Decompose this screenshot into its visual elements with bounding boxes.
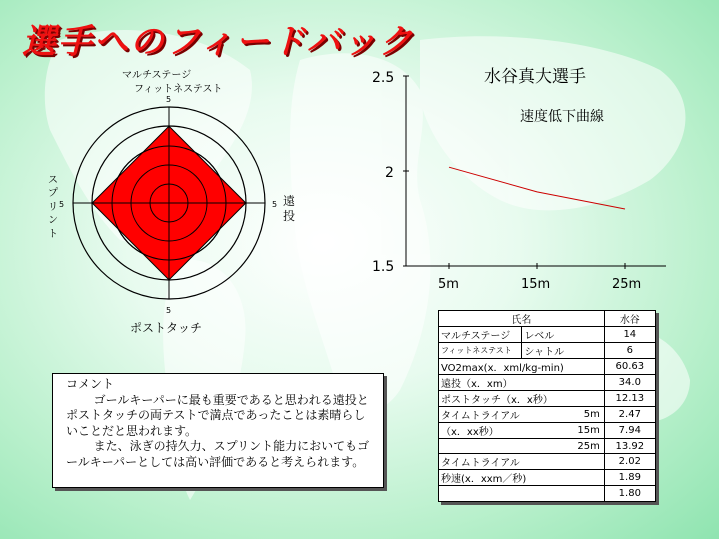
comment-paragraph-1: ゴールキーパーに最も重要であると思われる遠投とポストタッチの両テストで満点であったことは素晴らしいことだと思われます。 <box>66 392 369 438</box>
radar-label-left-char5: ト <box>48 229 58 240</box>
table-cell-label: 秒速(x．xxm／秒) <box>439 470 605 486</box>
table-row <box>439 391 656 407</box>
x-tick-label-25m: 25m <box>612 277 642 292</box>
table-cell-value: 7.94 <box>604 423 655 439</box>
radar-max-right: 5 <box>272 200 278 209</box>
table-cell-value: 2.02 <box>604 454 655 470</box>
table-row <box>439 375 656 391</box>
radar-label-bottom: ポストタッチ <box>130 321 203 335</box>
table-cell-sublabel: 5m <box>522 407 605 423</box>
table-cell-value: 14 <box>604 327 655 343</box>
comment-header: コメント <box>66 377 115 391</box>
table-row <box>439 454 656 470</box>
table-row <box>439 486 656 501</box>
table-row <box>439 359 656 375</box>
table-cell-value: 12.13 <box>604 391 655 407</box>
radar-max-left: 5 <box>59 200 65 209</box>
table-cell-value: 13.92 <box>604 439 655 454</box>
radar-label-top-line1: マルチステージ <box>122 70 192 81</box>
y-tick-label-top: 2.5 <box>372 70 395 86</box>
y-tick-label-bottom: 1.5 <box>372 259 395 275</box>
table-header-name: 氏名 <box>439 311 605 327</box>
radar-label-left-char3: リ <box>48 202 58 213</box>
radar-label-left-char4: ン <box>48 215 58 226</box>
table-header-player: 水谷 <box>604 311 655 327</box>
table-cell-label: タイムトライアル <box>439 454 605 470</box>
table-row <box>439 343 656 359</box>
radar-label-right-char1: 遠 <box>283 194 296 208</box>
radar-label-top-line2: フィットネステスト <box>134 84 223 95</box>
table-cell-label: マルチステージ <box>439 327 522 343</box>
radar-max-bottom: 5 <box>166 306 172 315</box>
radar-label-left-char1: ス <box>48 175 58 186</box>
y-tick-label-mid: 2 <box>385 165 394 181</box>
table-cell-value: 6 <box>604 343 655 359</box>
chart-subtitle: 速度低下曲線 <box>520 109 604 125</box>
table-cell-value: 1.80 <box>604 486 655 501</box>
x-tick-label-15m: 15m <box>521 277 551 292</box>
page-title: 選手へのフィードバック <box>22 22 415 62</box>
table-row <box>439 327 656 343</box>
table-row <box>439 423 656 439</box>
table-cell-label: ポストタッチ（x．x秒） <box>439 391 605 407</box>
table-row <box>439 407 656 423</box>
table-cell-label: タイムトライアル <box>439 407 522 423</box>
speed-series-line <box>449 167 625 209</box>
table-cell-label: フィットネステスト <box>439 343 522 359</box>
table-cell-value: 2.47 <box>604 407 655 423</box>
table-header-row <box>439 311 656 327</box>
table-cell-value: 34.0 <box>604 375 655 391</box>
table-cell-value: 1.89 <box>604 470 655 486</box>
table-cell-sublabel: シャトル <box>522 343 605 359</box>
table-cell-label: VO2max(x．xml/kg-min) <box>439 359 605 375</box>
player-name: 水谷真大選手 <box>484 67 586 87</box>
table-cell-value: 60.63 <box>604 359 655 375</box>
x-tick-label-5m: 5m <box>438 277 459 292</box>
table-cell-label <box>439 439 522 454</box>
stats-table <box>438 310 656 502</box>
comment-paragraph-2: また、泳ぎの持久力、スプリント能力においてもゴールキーパーとしては高い評価であると考えられます。 <box>66 439 370 469</box>
table-cell-label: 遠投（x．xm） <box>439 375 605 391</box>
table-cell-sublabel: 15m <box>522 423 605 439</box>
radar-label-right-char2: 投 <box>283 209 296 223</box>
table-cell-label: （x．xx秒） <box>439 423 522 439</box>
table-row <box>439 439 656 454</box>
table-cell-sublabel: レベル <box>522 327 605 343</box>
table-cell-label <box>439 486 605 501</box>
radar-max-top: 5 <box>166 95 172 104</box>
radar-label-left-char2: プ <box>48 188 58 199</box>
comment-box <box>52 373 384 488</box>
table-row <box>439 470 656 486</box>
table-cell-sublabel: 25m <box>522 439 605 454</box>
